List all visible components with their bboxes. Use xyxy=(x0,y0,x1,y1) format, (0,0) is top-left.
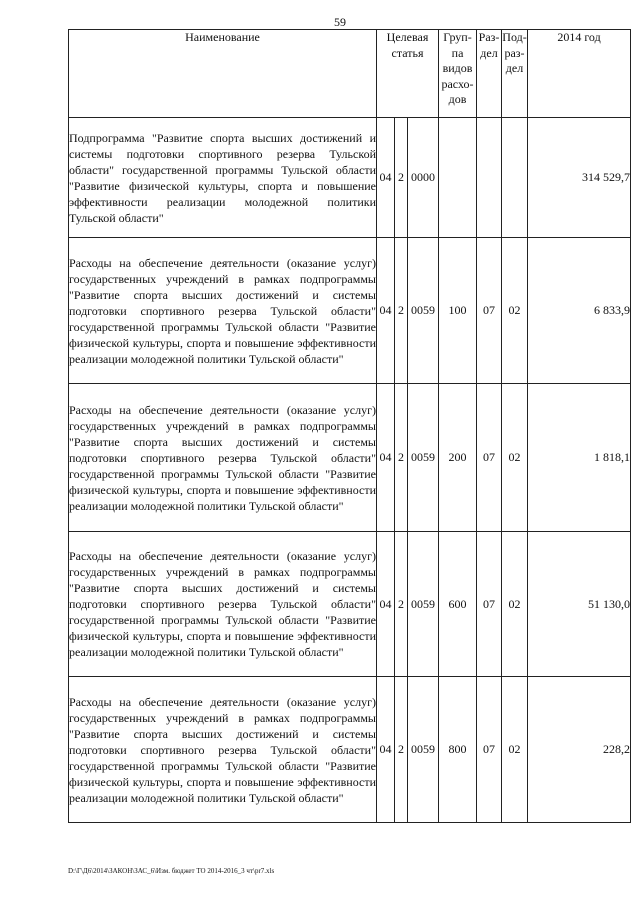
row-section: 07 xyxy=(477,238,502,384)
row-amount: 1 818,1 xyxy=(528,384,631,532)
header-target-article: Целевая статья xyxy=(377,30,439,118)
table-row xyxy=(69,384,631,532)
row-code3: 0059 xyxy=(408,677,439,823)
row-code3: 0059 xyxy=(408,238,439,384)
row-code3: 0059 xyxy=(408,532,439,677)
row-code2: 2 xyxy=(395,677,408,823)
row-group: 600 xyxy=(439,532,477,677)
row-group: 800 xyxy=(439,677,477,823)
header-name: Наименование xyxy=(69,30,377,118)
row-name: Расходы на обеспечение деятельности (оказание услуг) государственных учреждений в рамках подпрограммы "Развитие спорта высших достижений и системы подготовки спортивного резерва Тульской области" государственной программы Тульской области "Развитие физической культуры, спорта и повышение эффективности реализации молодежной политики Тульской области" xyxy=(69,532,377,677)
header-section: Раз-дел xyxy=(477,30,502,118)
row-code2: 2 xyxy=(395,118,408,238)
row-name: Подпрограмма "Развитие спорта высших достижений и системы подготовки спортивного резерва Тульской области" государственной программы Тульской области "Развитие физической культуры, спорта и повышение эффективности реализации молодежной политики Тульской области" xyxy=(69,118,377,238)
row-subsection: 02 xyxy=(502,677,528,823)
row-name: Расходы на обеспечение деятельности (оказание услуг) государственных учреждений в рамках подпрограммы "Развитие спорта высших достижений и системы подготовки спортивного резерва Тульской области" государственной программы Тульской области "Развитие физической культуры, спорта и повышение эффективности реализации молодежной политики Тульской области" xyxy=(69,238,377,384)
row-amount: 228,2 xyxy=(528,677,631,823)
row-group: 100 xyxy=(439,238,477,384)
row-code1: 04 xyxy=(377,532,395,677)
row-code3: 0059 xyxy=(408,384,439,532)
page-number: 59 xyxy=(334,15,346,29)
row-code2: 2 xyxy=(395,384,408,532)
row-section xyxy=(477,118,502,238)
row-amount: 314 529,7 xyxy=(528,118,631,238)
header-expense-group: Груп-па видов расхо-дов xyxy=(439,30,477,118)
row-group: 200 xyxy=(439,384,477,532)
row-group xyxy=(439,118,477,238)
row-code3: 0000 xyxy=(408,118,439,238)
header-year: 2014 год xyxy=(528,30,631,118)
row-code1: 04 xyxy=(377,384,395,532)
row-subsection: 02 xyxy=(502,384,528,532)
row-section: 07 xyxy=(477,384,502,532)
table-row xyxy=(69,238,631,384)
row-subsection: 02 xyxy=(502,238,528,384)
row-code1: 04 xyxy=(377,238,395,384)
row-name: Расходы на обеспечение деятельности (оказание услуг) государственных учреждений в рамках подпрограммы "Развитие спорта высших достижений и системы подготовки спортивного резерва Тульской области" государственной программы Тульской области "Развитие физической культуры, спорта и повышение эффективности реализации молодежной политики Тульской области" xyxy=(69,677,377,823)
row-subsection xyxy=(502,118,528,238)
table-row xyxy=(69,118,631,238)
header-subsection: Под-раз-дел xyxy=(502,30,528,118)
row-section: 07 xyxy=(477,677,502,823)
row-amount: 51 130,0 xyxy=(528,532,631,677)
file-path-footer: D:\Г\Д6\2014\ЗАКОН\ЗАС_6\Изм. бюджет ТО 2014-2016_3 чт\pr7.xls xyxy=(68,867,275,875)
row-code1: 04 xyxy=(377,118,395,238)
row-code2: 2 xyxy=(395,238,408,384)
budget-table xyxy=(68,29,631,823)
row-section: 07 xyxy=(477,532,502,677)
row-code1: 04 xyxy=(377,677,395,823)
row-amount: 6 833,9 xyxy=(528,238,631,384)
row-subsection: 02 xyxy=(502,532,528,677)
table-row xyxy=(69,677,631,823)
table-row xyxy=(69,532,631,677)
row-code2: 2 xyxy=(395,532,408,677)
row-name: Расходы на обеспечение деятельности (оказание услуг) государственных учреждений в рамках подпрограммы "Развитие спорта высших достижений и системы подготовки спортивного резерва Тульской области" государственной программы Тульской области "Развитие физической культуры, спорта и повышение эффективности реализации молодежной политики Тульской области" xyxy=(69,384,377,532)
header-row xyxy=(69,30,631,118)
